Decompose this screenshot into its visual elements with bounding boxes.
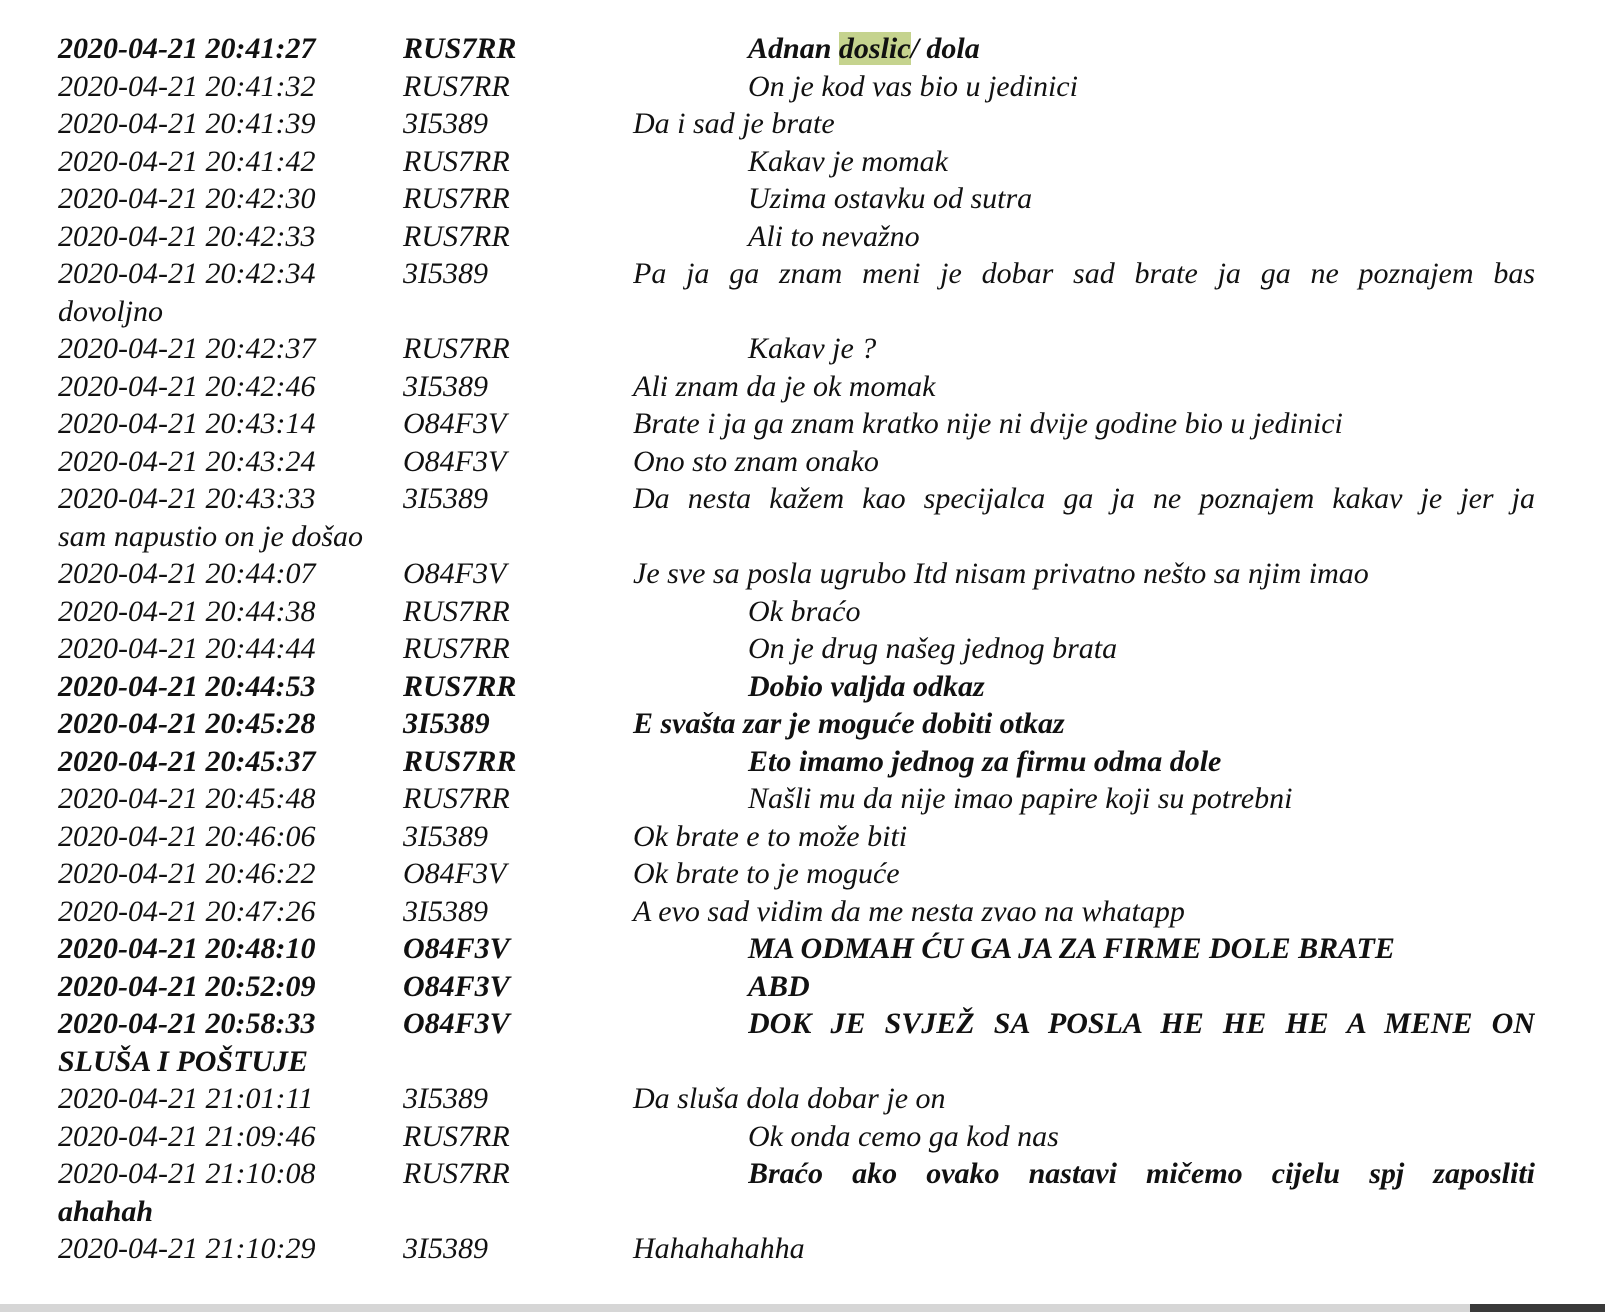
log-row bbox=[58, 1230, 1535, 1268]
timestamp: 2020-04-21 20:44:07 bbox=[58, 557, 316, 590]
timestamp: 2020-04-21 20:46:22 bbox=[58, 857, 316, 890]
message-continuation: sam napustio on je došao bbox=[58, 519, 364, 553]
log-row bbox=[58, 1118, 1535, 1156]
message-text bbox=[748, 30, 980, 68]
message-text: On je kod vas bio u jedinici bbox=[748, 69, 1078, 103]
timestamp: 2020-04-21 20:42:33 bbox=[58, 219, 316, 253]
timestamp: 2020-04-21 20:45:28 bbox=[58, 707, 316, 740]
message-text-suffix: / dola bbox=[910, 32, 980, 65]
message-text: Pa ja ga znam meni je dobar sad brate ja ga ne poznajem bas bbox=[633, 257, 1535, 290]
user-id: 3I5389 bbox=[403, 369, 488, 403]
timestamp: 2020-04-21 20:47:26 bbox=[58, 894, 316, 928]
user-id: RUS7RR bbox=[403, 594, 510, 628]
timestamp: 2020-04-21 20:44:53 bbox=[58, 669, 316, 703]
log-row bbox=[58, 1005, 1535, 1043]
log-row bbox=[58, 705, 1535, 743]
user-id: O84F3V bbox=[403, 407, 507, 440]
timestamp: 2020-04-21 20:52:09 bbox=[58, 969, 316, 1003]
log-row bbox=[58, 405, 1535, 443]
log-row bbox=[58, 855, 1535, 893]
message-text: Našli mu da nije imao papire koji su potrebni bbox=[748, 782, 1293, 815]
log-row bbox=[58, 818, 1535, 856]
user-id: RUS7RR bbox=[403, 219, 510, 253]
log-row bbox=[58, 443, 1535, 481]
timestamp: 2020-04-21 21:10:08 bbox=[58, 1157, 316, 1190]
timestamp: 2020-04-21 21:09:46 bbox=[58, 1119, 316, 1153]
user-id: O84F3V bbox=[403, 444, 507, 478]
log-row bbox=[58, 780, 1535, 818]
timestamp: 2020-04-21 20:41:39 bbox=[58, 107, 316, 140]
user-id: 3I5389 bbox=[403, 1082, 488, 1115]
user-id: RUS7RR bbox=[403, 1119, 510, 1153]
timestamp: 2020-04-21 20:43:24 bbox=[58, 444, 316, 478]
message-text: Je sve sa posla ugrubo Itd nisam privatno nešto sa njim imao bbox=[633, 557, 1369, 590]
highlighted-word: doslic bbox=[838, 32, 911, 65]
message-text: Da sluša dola dobar je on bbox=[633, 1082, 946, 1115]
user-id: RUS7RR bbox=[403, 144, 510, 178]
user-id: O84F3V bbox=[403, 1007, 510, 1040]
user-id: RUS7RR bbox=[403, 332, 510, 365]
log-row bbox=[58, 893, 1535, 931]
message-text: Uzima ostavku od sutra bbox=[748, 182, 1033, 215]
user-id: 3I5389 bbox=[403, 107, 488, 140]
user-id: 3I5389 bbox=[403, 257, 488, 290]
log-row bbox=[58, 930, 1535, 968]
user-id: RUS7RR bbox=[403, 182, 510, 215]
log-row bbox=[58, 480, 1535, 518]
log-row bbox=[58, 555, 1535, 593]
timestamp: 2020-04-21 20:43:14 bbox=[58, 407, 316, 440]
user-id: 3I5389 bbox=[403, 1232, 488, 1265]
message-text: Ok braćo bbox=[748, 594, 861, 628]
log-row bbox=[58, 218, 1535, 256]
user-id: O84F3V bbox=[403, 557, 507, 590]
user-id: 3I5389 bbox=[403, 894, 488, 928]
message-text: MA ODMAH ĆU GA JA ZA FIRME DOLE BRATE bbox=[748, 932, 1395, 965]
message-text: Ok onda cemo ga kod nas bbox=[748, 1119, 1059, 1153]
message-text: Ono sto znam onako bbox=[633, 444, 879, 478]
message-text: Eto imamo jednog za firmu odma dole bbox=[748, 744, 1222, 778]
user-id: RUS7RR bbox=[403, 669, 517, 703]
message-continuation: SLUŠA I POŠTUJE bbox=[58, 1044, 309, 1078]
message-text: On je drug našeg jednog brata bbox=[748, 632, 1118, 665]
log-row bbox=[58, 30, 1535, 68]
log-row bbox=[58, 180, 1535, 218]
chat-log-document bbox=[58, 30, 1535, 1268]
log-row bbox=[58, 1155, 1535, 1193]
log-row bbox=[58, 593, 1535, 631]
user-id: 3I5389 bbox=[403, 482, 488, 515]
timestamp: 2020-04-21 20:45:37 bbox=[58, 744, 316, 778]
timestamp: 2020-04-21 20:42:37 bbox=[58, 332, 316, 365]
user-id: 3I5389 bbox=[403, 819, 488, 853]
timestamp: 2020-04-21 20:41:27 bbox=[58, 32, 316, 65]
log-row bbox=[58, 630, 1535, 668]
message-text: Dobio valjda odkaz bbox=[748, 669, 985, 703]
user-id: O84F3V bbox=[403, 969, 510, 1003]
timestamp: 2020-04-21 20:48:10 bbox=[58, 932, 316, 965]
timestamp: 2020-04-21 20:41:42 bbox=[58, 144, 316, 178]
message-text: Braćo ako ovako nastavi mičemo cijelu spj zaposliti bbox=[748, 1157, 1535, 1190]
log-row bbox=[58, 668, 1535, 706]
message-text: Da i sad je brate bbox=[633, 107, 835, 140]
message-text: Hahahahahha bbox=[633, 1232, 805, 1265]
user-id: O84F3V bbox=[403, 932, 510, 965]
timestamp: 2020-04-21 20:45:48 bbox=[58, 782, 316, 815]
message-text: Ali znam da je ok momak bbox=[633, 369, 936, 403]
message-text: Ok brate to je moguće bbox=[633, 857, 900, 890]
log-row bbox=[58, 68, 1535, 106]
timestamp: 2020-04-21 20:41:32 bbox=[58, 69, 316, 103]
user-id: RUS7RR bbox=[403, 782, 510, 815]
log-row bbox=[58, 105, 1535, 143]
scrollbar-corner bbox=[1470, 1304, 1605, 1312]
user-id: O84F3V bbox=[403, 857, 507, 890]
user-id: RUS7RR bbox=[403, 1157, 510, 1190]
log-row bbox=[58, 368, 1535, 406]
user-id: RUS7RR bbox=[403, 69, 510, 103]
message-text: E svašta zar je moguće dobiti otkaz bbox=[633, 707, 1065, 740]
timestamp: 2020-04-21 20:46:06 bbox=[58, 819, 316, 853]
timestamp: 2020-04-21 20:42:30 bbox=[58, 182, 316, 215]
message-text: Ok brate e to može biti bbox=[633, 819, 908, 853]
timestamp: 2020-04-21 20:42:46 bbox=[58, 369, 316, 403]
user-id: RUS7RR bbox=[403, 744, 517, 778]
message-text: Brate i ja ga znam kratko nije ni dvije godine bio u jedinici bbox=[633, 407, 1343, 440]
log-row bbox=[58, 143, 1535, 181]
message-text: Da nesta kažem kao specijalca ga ja ne poznajem kakav je jer ja bbox=[633, 482, 1535, 515]
message-continuation: ahahah bbox=[58, 1194, 154, 1228]
message-text: Kakav je momak bbox=[748, 144, 948, 178]
user-id: 3I5389 bbox=[403, 707, 490, 740]
message-text: DOK JE SVJEŽ SA POSLA HE HE HE A MENE ON bbox=[748, 1007, 1535, 1040]
timestamp: 2020-04-21 20:44:38 bbox=[58, 594, 316, 628]
log-row bbox=[58, 255, 1535, 293]
timestamp: 2020-04-21 20:42:34 bbox=[58, 257, 316, 290]
timestamp: 2020-04-21 21:10:29 bbox=[58, 1232, 316, 1265]
user-id: RUS7RR bbox=[403, 632, 510, 665]
log-row bbox=[58, 330, 1535, 368]
scrollbar-thumb[interactable] bbox=[0, 1305, 1470, 1312]
timestamp: 2020-04-21 20:44:44 bbox=[58, 632, 316, 665]
message-text: Kakav je ? bbox=[748, 332, 877, 365]
message-continuation: dovoljno bbox=[58, 294, 163, 328]
message-text-prefix: Adnan bbox=[748, 32, 839, 65]
timestamp: 2020-04-21 20:43:33 bbox=[58, 482, 316, 515]
message-text: ABD bbox=[748, 969, 810, 1003]
log-row bbox=[58, 968, 1535, 1006]
user-id: RUS7RR bbox=[403, 32, 517, 65]
log-row bbox=[58, 1080, 1535, 1118]
message-text: Ali to nevažno bbox=[748, 219, 920, 253]
timestamp: 2020-04-21 21:01:11 bbox=[58, 1082, 314, 1115]
message-text: A evo sad vidim da me nesta zvao na whatapp bbox=[633, 894, 1185, 928]
timestamp: 2020-04-21 20:58:33 bbox=[58, 1007, 316, 1040]
log-row bbox=[58, 743, 1535, 781]
